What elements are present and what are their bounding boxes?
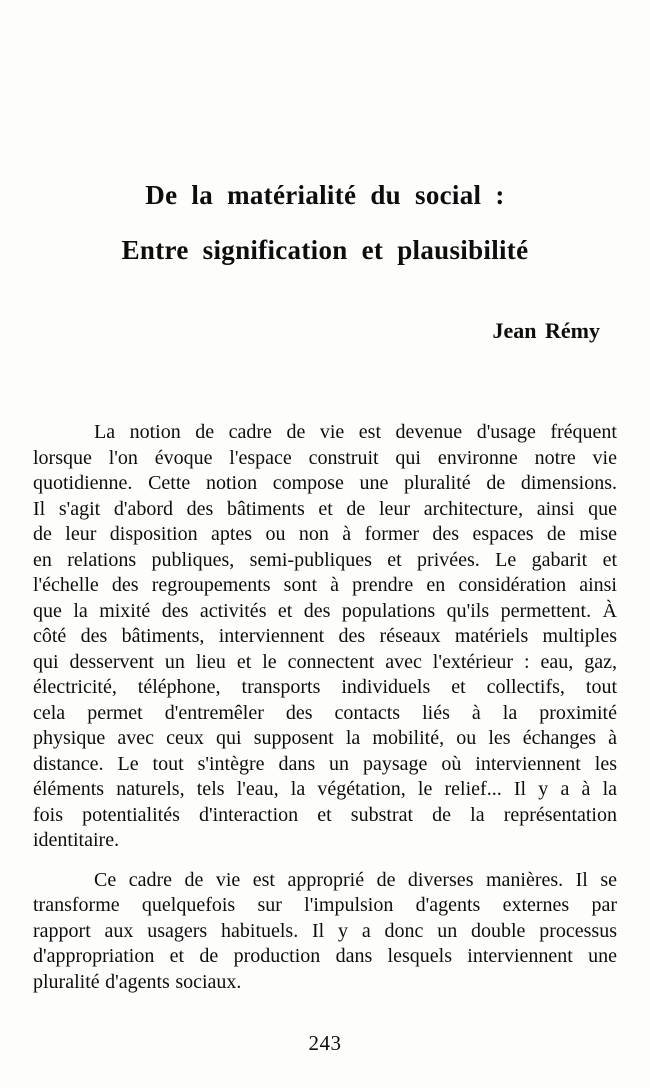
page-number: 243 xyxy=(308,1031,342,1055)
text-line: quotidienne. Cette notion compose une pluralité de dimensions. xyxy=(33,472,617,494)
text-line: Ce cadre de vie est approprié de diverses manières. Il se xyxy=(94,868,617,891)
text-line: fois potentialités d'interaction et substrat de la représentation xyxy=(33,803,617,826)
title-line-1: De la matérialité du social : xyxy=(145,180,505,210)
text-line: physique avec ceux qui supposent la mobilité, ou les échanges à xyxy=(33,727,617,749)
text-line: pluralité d'agents sociaux. xyxy=(33,970,242,993)
text-line: de leur disposition aptes ou non à former des espaces de mise xyxy=(33,523,617,545)
text-line: cela permet d'entremêler des contacts liés à la proximité xyxy=(33,701,617,724)
text-line: rapport aux usagers habituels. Il y a donc un double processus xyxy=(33,919,617,942)
text-line: identitaire. xyxy=(33,829,120,851)
text-line: l'échelle des regroupements sont à prendre en considération ainsi xyxy=(33,574,617,596)
text-line: éléments naturels, tels l'eau, la végétation, le relief... Il y a à la xyxy=(33,778,617,800)
text-line: Il s'agit d'abord des bâtiments et de leur architecture, ainsi que xyxy=(33,497,617,520)
paragraph-1 xyxy=(33,420,617,854)
text-line: qui desservent un lieu et le connectent avec l'extérieur : eau, gaz, xyxy=(33,650,617,673)
text-line: transforme quelquefois sur l'impulsion d'agents externes par xyxy=(33,894,617,916)
paragraph-2 xyxy=(33,868,617,996)
text-line: d'appropriation et de production dans lesquels interviennent une xyxy=(33,945,617,967)
text-line: lorsque l'on évoque l'espace construit qui environne notre vie xyxy=(33,446,617,469)
text-line: que la mixité des activités et des populations qu'ils permettent. À xyxy=(33,599,617,622)
text-line: en relations publiques, semi-publiques et privées. Le gabarit et xyxy=(33,548,617,571)
page-title xyxy=(0,182,650,264)
text-line: La notion de cadre de vie est devenue d'usage fréquent xyxy=(94,421,617,443)
title-block xyxy=(0,182,650,264)
text-line: électricité, téléphone, transports individuels et collectifs, tout xyxy=(33,676,617,698)
title-line-2: Entre signification et plausibilité xyxy=(121,235,529,265)
body-text xyxy=(33,420,617,995)
text-line: côté des bâtiments, interviennent des réseaux matériels multiples xyxy=(33,625,617,647)
author-name: Jean Rémy xyxy=(492,318,600,343)
text-line: distance. Le tout s'intègre dans un paysage où interviennent les xyxy=(33,752,617,775)
